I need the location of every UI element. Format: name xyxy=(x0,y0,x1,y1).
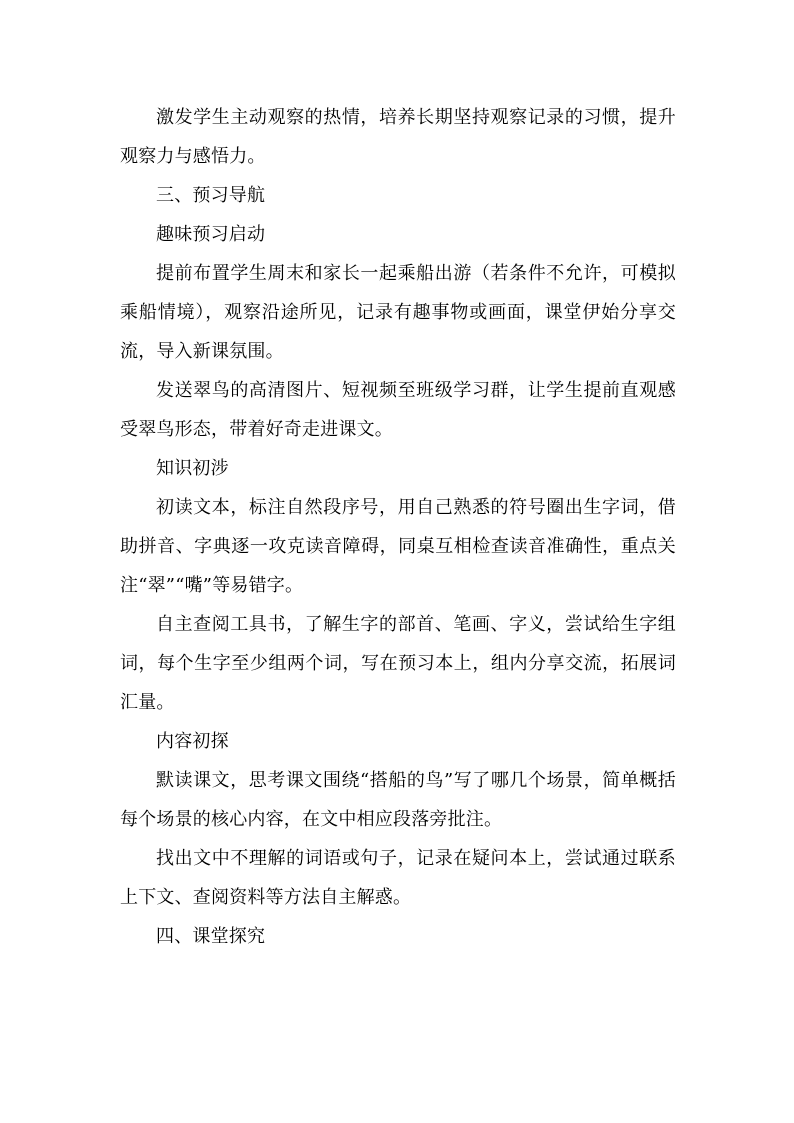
subheading-content: 内容初探 xyxy=(156,731,229,752)
section-heading-preview: 三、预习导航 xyxy=(156,185,266,206)
subheading-knowledge: 知识初涉 xyxy=(156,458,229,479)
document-body xyxy=(120,98,676,956)
goal-paragraph: 激发学生主动观察的热情，培养长期坚持观察记录的习惯，提升观察力与感悟力。 xyxy=(120,107,676,167)
kingfisher-media-paragraph: 发送翠鸟的高清图片、短视频至班级学习群，让学生提前直观感受翠鸟形态，带着好奇走进课文。 xyxy=(120,380,676,440)
boat-trip-paragraph: 提前布置学生周末和家长一起乘船出游（若条件不允许，可模拟乘船情境），观察沿途所见，记录有趣事物或画面，课堂伊始分享交流，导入新课氛围。 xyxy=(120,263,676,362)
first-reading-paragraph: 初读文本，标注自然段序号，用自己熟悉的符号圈出生字词，借助拼音、字典逐一攻克读音障碍，同桌互相检查读音准确性，重点关注“翠”“嘴”等易错字。 xyxy=(120,497,676,596)
subheading-fun-preview: 趣味预习启动 xyxy=(156,224,266,245)
section-heading-inquiry: 四、课堂探究 xyxy=(156,926,266,947)
silent-reading-paragraph: 默读课文，思考课文围绕“搭船的鸟”写了哪几个场景，简单概括每个场景的核心内容，在文中相应段落旁批注。 xyxy=(120,770,676,830)
dictionary-paragraph: 自主查阅工具书，了解生字的部首、笔画、字义，尝试给生字组词，每个生字至少组两个词，写在预习本上，组内分享交流，拓展词汇量。 xyxy=(120,614,676,713)
questions-paragraph: 找出文中不理解的词语或句子，记录在疑问本上，尝试通过联系上下文、查阅资料等方法自主解惑。 xyxy=(120,848,676,908)
